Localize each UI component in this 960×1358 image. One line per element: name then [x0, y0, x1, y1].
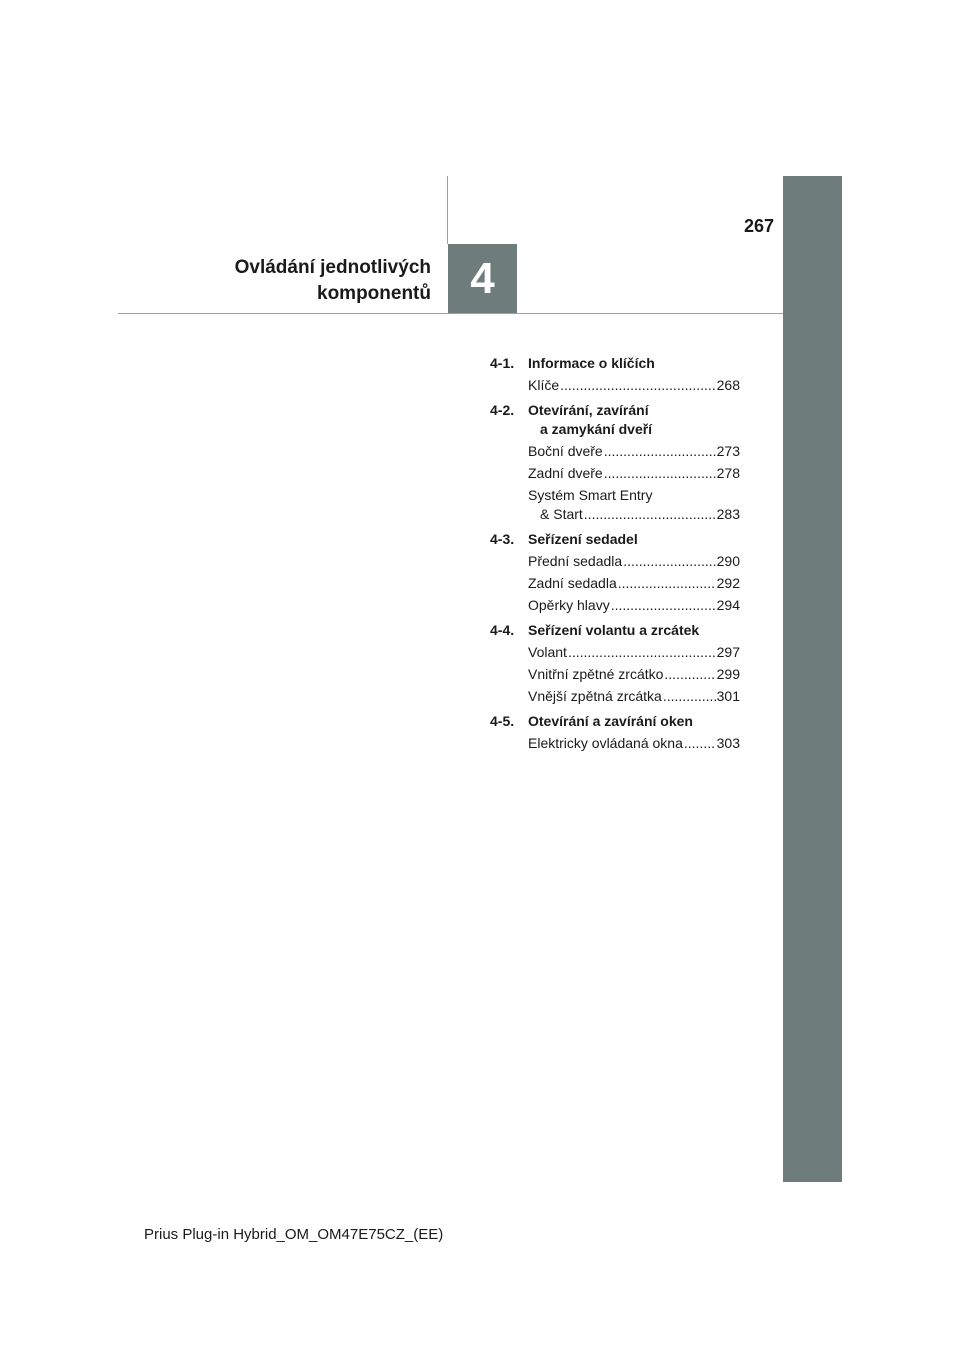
chapter-title-line2: komponentů — [317, 283, 431, 304]
toc-section-4-3[interactable] — [490, 530, 740, 549]
toc-section-number: 4-2. — [490, 402, 515, 418]
toc-section-title-line2: a zamykání dveří — [540, 421, 653, 437]
toc-entry-page: 268 — [716, 377, 740, 393]
toc-dot-leader — [560, 376, 716, 395]
toc-entry-text: Vnitřní zpětné zrcátko — [528, 666, 664, 682]
toc-entry-page: 292 — [716, 575, 740, 591]
toc-entry-text: Zadní sedadla — [528, 575, 617, 591]
toc-section-title-line1: Otevírání, zavírání — [528, 402, 649, 418]
toc-dot-leader — [568, 643, 716, 662]
chapter-title-line1: Ovládání jednotlivých — [234, 257, 431, 278]
toc-entry-zadni-sedadla[interactable] — [490, 574, 740, 593]
chapter-side-tab — [783, 176, 842, 1182]
toc-entry-text: Volant — [528, 644, 567, 660]
toc-section-title: Seřízení sedadel — [528, 531, 638, 547]
toc-entry-okna[interactable] — [490, 734, 740, 753]
toc-dot-leader — [604, 464, 716, 483]
toc-entry-text-line2: & Start — [540, 506, 583, 522]
toc-dot-leader — [584, 505, 716, 524]
toc-section-4-1[interactable] — [490, 354, 740, 373]
toc-entry-predni-sedadla[interactable] — [490, 552, 740, 571]
toc-entry-text-line1: Systém Smart Entry — [528, 487, 653, 503]
toc-entry-vnitrni-zrcatko[interactable] — [490, 665, 740, 684]
toc-entry-text: Vnější zpětná zrcátka — [528, 688, 662, 704]
toc-section-title: Otevírání a zavírání oken — [528, 713, 693, 729]
toc-entry-page: 290 — [716, 553, 740, 569]
toc-section-title: Informace o klíčích — [528, 355, 655, 371]
toc-entry-text: Opěrky hlavy — [528, 597, 610, 613]
document-footer: Prius Plug-in Hybrid_OM_OM47E75CZ_(EE) — [144, 1226, 444, 1243]
header-vertical-rule — [447, 176, 448, 244]
toc-section-number: 4-1. — [490, 355, 515, 371]
toc-entry-text: Boční dveře — [528, 443, 603, 459]
chapter-title — [180, 255, 431, 307]
toc-entry-page: 303 — [716, 735, 740, 751]
toc-entry-text: Klíče — [528, 377, 560, 393]
toc-dot-leader — [663, 687, 716, 706]
toc-entry-page: 283 — [716, 506, 740, 522]
toc-dot-leader — [623, 552, 715, 571]
toc-entry-text: Zadní dveře — [528, 465, 603, 481]
toc-section-4-2[interactable] — [490, 401, 740, 439]
toc-section-title — [528, 401, 740, 439]
toc-entry-page: 273 — [716, 443, 740, 459]
toc-entry-smart-entry[interactable] — [490, 486, 740, 524]
toc-entry-bocni-dvere[interactable] — [490, 442, 740, 461]
toc-dot-leader — [604, 442, 716, 461]
toc-entry-operky-hlavy[interactable] — [490, 596, 740, 615]
table-of-contents — [490, 354, 740, 753]
toc-entry-page: 278 — [716, 465, 740, 481]
toc-entry-volant[interactable] — [490, 643, 740, 662]
toc-dot-leader — [684, 734, 716, 753]
toc-entry-page: 299 — [716, 666, 740, 682]
page-number: 267 — [743, 216, 774, 236]
toc-section-number: 4-3. — [490, 531, 515, 547]
toc-entry-text: Přední sedadla — [528, 553, 623, 569]
toc-entry-text: Elektricky ovládaná okna — [528, 735, 683, 751]
toc-entry-klice[interactable] — [490, 376, 740, 395]
toc-section-title: Seřízení volantu a zrcátek — [528, 622, 700, 638]
toc-section-4-4[interactable] — [490, 621, 740, 640]
header-horizontal-rule — [118, 313, 783, 314]
toc-entry-zadni-dvere[interactable] — [490, 464, 740, 483]
toc-dot-leader — [664, 665, 715, 684]
toc-dot-leader — [611, 596, 716, 615]
toc-entry-page: 301 — [716, 688, 740, 704]
toc-section-4-5[interactable] — [490, 712, 740, 731]
toc-entry-vnejsi-zrcatka[interactable] — [490, 687, 740, 706]
toc-entry-page: 294 — [716, 597, 740, 613]
chapter-number-box: 4 — [448, 244, 517, 313]
toc-section-number: 4-5. — [490, 713, 515, 729]
toc-entry-page: 297 — [716, 644, 740, 660]
toc-section-number: 4-4. — [490, 622, 515, 638]
toc-dot-leader — [618, 574, 716, 593]
